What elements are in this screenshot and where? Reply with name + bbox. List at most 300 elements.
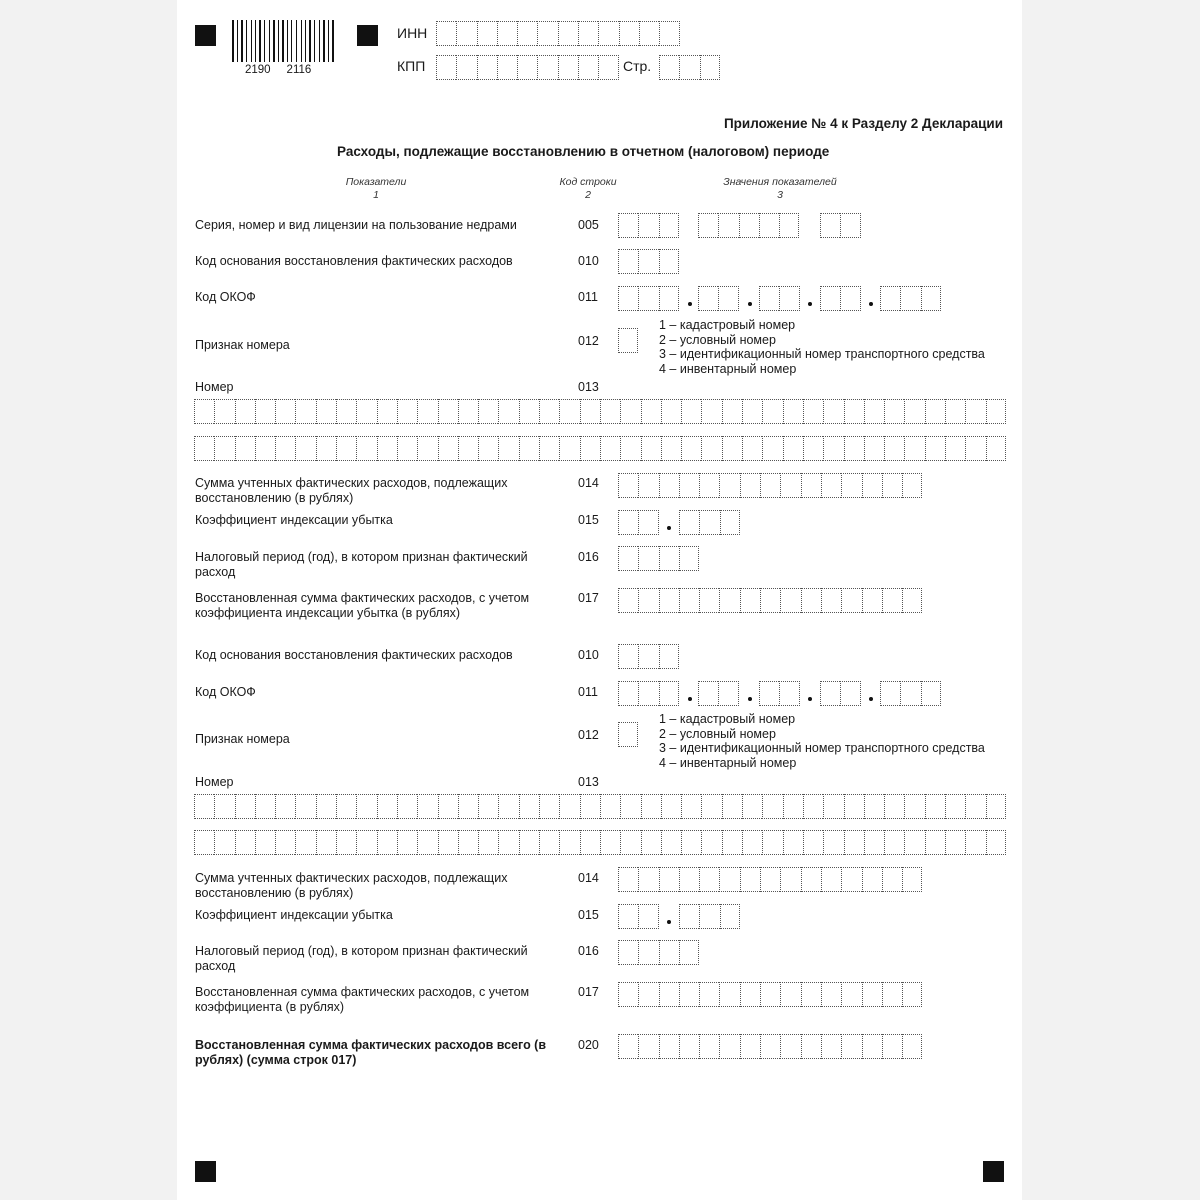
input-cell[interactable]	[377, 830, 397, 855]
input-cell[interactable]	[900, 681, 920, 706]
number-line1-field[interactable]	[194, 794, 1006, 819]
input-cell[interactable]	[316, 830, 336, 855]
input-cell[interactable]	[539, 399, 559, 424]
input-cell[interactable]	[638, 249, 658, 274]
input-cell[interactable]	[801, 473, 821, 498]
number-line2-field[interactable]	[194, 436, 1006, 461]
input-cell[interactable]	[722, 830, 742, 855]
input-cell[interactable]	[638, 546, 658, 571]
input-cell[interactable]	[638, 213, 658, 238]
input-cell[interactable]	[821, 588, 841, 613]
input-cell[interactable]	[316, 794, 336, 819]
input-cell[interactable]	[458, 436, 478, 461]
input-cell[interactable]	[638, 644, 658, 669]
input-cell[interactable]	[986, 794, 1006, 819]
input-cell[interactable]	[598, 21, 618, 46]
input-cell[interactable]	[904, 830, 924, 855]
input-cell[interactable]	[821, 867, 841, 892]
input-cell[interactable]	[235, 830, 255, 855]
input-cell[interactable]	[779, 681, 799, 706]
input-cell[interactable]	[638, 1034, 658, 1059]
input-cell[interactable]	[659, 249, 679, 274]
input-cell[interactable]	[701, 399, 721, 424]
input-cell[interactable]	[925, 399, 945, 424]
input-cell[interactable]	[902, 982, 922, 1007]
input-cell[interactable]	[580, 399, 600, 424]
input-cell[interactable]	[661, 794, 681, 819]
input-cell[interactable]	[659, 1034, 679, 1059]
input-cell[interactable]	[882, 982, 902, 1007]
input-cell[interactable]	[477, 55, 497, 80]
page-number-field[interactable]	[659, 55, 720, 80]
input-cell[interactable]	[356, 794, 376, 819]
input-cell[interactable]	[638, 982, 658, 1007]
input-cell[interactable]	[235, 436, 255, 461]
input-cell[interactable]	[397, 830, 417, 855]
okof-part5-field[interactable]	[880, 681, 941, 706]
input-cell[interactable]	[659, 55, 679, 80]
okof-part5-field[interactable]	[880, 286, 941, 311]
input-cell[interactable]	[783, 399, 803, 424]
input-cell[interactable]	[760, 473, 780, 498]
input-cell[interactable]	[295, 830, 315, 855]
input-cell[interactable]	[699, 867, 719, 892]
input-cell[interactable]	[537, 21, 557, 46]
input-cell[interactable]	[780, 588, 800, 613]
total-field[interactable]	[618, 1034, 922, 1059]
input-cell[interactable]	[760, 982, 780, 1007]
input-cell[interactable]	[377, 399, 397, 424]
input-cell[interactable]	[821, 473, 841, 498]
input-cell[interactable]	[478, 436, 498, 461]
input-cell[interactable]	[841, 982, 861, 1007]
input-cell[interactable]	[780, 473, 800, 498]
input-cell[interactable]	[740, 982, 760, 1007]
input-cell[interactable]	[661, 399, 681, 424]
input-cell[interactable]	[659, 473, 679, 498]
input-cell[interactable]	[779, 213, 799, 238]
input-cell[interactable]	[214, 794, 234, 819]
period-field[interactable]	[618, 940, 699, 965]
input-cell[interactable]	[641, 830, 661, 855]
input-cell[interactable]	[659, 546, 679, 571]
input-cell[interactable]	[840, 286, 860, 311]
input-cell[interactable]	[762, 436, 782, 461]
input-cell[interactable]	[558, 55, 578, 80]
input-cell[interactable]	[783, 794, 803, 819]
input-cell[interactable]	[718, 213, 738, 238]
input-cell[interactable]	[436, 21, 456, 46]
okof-part3-field[interactable]	[759, 286, 800, 311]
input-cell[interactable]	[945, 399, 965, 424]
input-cell[interactable]	[458, 830, 478, 855]
input-cell[interactable]	[900, 286, 920, 311]
input-cell[interactable]	[803, 436, 823, 461]
input-cell[interactable]	[275, 794, 295, 819]
input-cell[interactable]	[539, 436, 559, 461]
input-cell[interactable]	[921, 681, 941, 706]
input-cell[interactable]	[638, 940, 658, 965]
input-cell[interactable]	[679, 55, 699, 80]
input-cell[interactable]	[841, 588, 861, 613]
okof-part2-field[interactable]	[698, 681, 739, 706]
input-cell[interactable]	[698, 681, 718, 706]
input-cell[interactable]	[618, 867, 638, 892]
input-cell[interactable]	[844, 794, 864, 819]
input-cell[interactable]	[884, 436, 904, 461]
input-cell[interactable]	[740, 1034, 760, 1059]
input-cell[interactable]	[580, 794, 600, 819]
input-cell[interactable]	[986, 399, 1006, 424]
basis-field[interactable]	[618, 644, 679, 669]
coef-fraction-field[interactable]	[679, 510, 740, 535]
input-cell[interactable]	[498, 830, 518, 855]
input-cell[interactable]	[417, 830, 437, 855]
input-cell[interactable]	[801, 588, 821, 613]
input-cell[interactable]	[639, 21, 659, 46]
input-cell[interactable]	[478, 399, 498, 424]
input-cell[interactable]	[882, 588, 902, 613]
input-cell[interactable]	[638, 286, 658, 311]
input-cell[interactable]	[356, 436, 376, 461]
input-cell[interactable]	[397, 399, 417, 424]
input-cell[interactable]	[600, 436, 620, 461]
input-cell[interactable]	[438, 830, 458, 855]
input-cell[interactable]	[862, 867, 882, 892]
input-cell[interactable]	[698, 213, 718, 238]
okof-part1-field[interactable]	[618, 286, 679, 311]
input-cell[interactable]	[235, 399, 255, 424]
input-cell[interactable]	[904, 436, 924, 461]
input-cell[interactable]	[965, 399, 985, 424]
input-cell[interactable]	[681, 399, 701, 424]
input-cell[interactable]	[864, 830, 884, 855]
input-cell[interactable]	[803, 399, 823, 424]
input-cell[interactable]	[638, 510, 658, 535]
input-cell[interactable]	[945, 436, 965, 461]
input-cell[interactable]	[417, 399, 437, 424]
input-cell[interactable]	[823, 830, 843, 855]
input-cell[interactable]	[618, 644, 638, 669]
input-cell[interactable]	[456, 21, 476, 46]
license-number-field[interactable]	[698, 213, 799, 238]
input-cell[interactable]	[742, 436, 762, 461]
input-cell[interactable]	[820, 681, 840, 706]
coef-integer-field[interactable]	[618, 510, 659, 535]
input-cell[interactable]	[720, 510, 740, 535]
input-cell[interactable]	[759, 681, 779, 706]
input-cell[interactable]	[618, 940, 638, 965]
input-cell[interactable]	[719, 473, 739, 498]
input-cell[interactable]	[698, 286, 718, 311]
input-cell[interactable]	[779, 286, 799, 311]
input-cell[interactable]	[862, 473, 882, 498]
input-cell[interactable]	[519, 794, 539, 819]
input-cell[interactable]	[498, 436, 518, 461]
input-cell[interactable]	[618, 1034, 638, 1059]
input-cell[interactable]	[882, 473, 902, 498]
input-cell[interactable]	[884, 830, 904, 855]
input-cell[interactable]	[600, 794, 620, 819]
input-cell[interactable]	[722, 399, 742, 424]
input-cell[interactable]	[659, 940, 679, 965]
input-cell[interactable]	[458, 399, 478, 424]
input-cell[interactable]	[902, 867, 922, 892]
number-line1-field[interactable]	[194, 399, 1006, 424]
input-cell[interactable]	[902, 1034, 922, 1059]
input-cell[interactable]	[681, 830, 701, 855]
input-cell[interactable]	[559, 830, 579, 855]
input-cell[interactable]	[620, 830, 640, 855]
input-cell[interactable]	[600, 830, 620, 855]
input-cell[interactable]	[638, 588, 658, 613]
input-cell[interactable]	[699, 510, 719, 535]
input-cell[interactable]	[862, 1034, 882, 1059]
input-cell[interactable]	[965, 794, 985, 819]
okof-part1-field[interactable]	[618, 681, 679, 706]
input-cell[interactable]	[844, 830, 864, 855]
input-cell[interactable]	[661, 436, 681, 461]
input-cell[interactable]	[760, 1034, 780, 1059]
input-cell[interactable]	[336, 436, 356, 461]
input-cell[interactable]	[762, 399, 782, 424]
input-cell[interactable]	[618, 681, 638, 706]
sign-field[interactable]	[618, 722, 638, 747]
input-cell[interactable]	[801, 1034, 821, 1059]
input-cell[interactable]	[517, 21, 537, 46]
input-cell[interactable]	[275, 399, 295, 424]
input-cell[interactable]	[759, 286, 779, 311]
input-cell[interactable]	[700, 55, 720, 80]
input-cell[interactable]	[718, 681, 738, 706]
input-cell[interactable]	[638, 681, 658, 706]
input-cell[interactable]	[902, 473, 922, 498]
input-cell[interactable]	[600, 399, 620, 424]
basis-field[interactable]	[618, 249, 679, 274]
input-cell[interactable]	[780, 982, 800, 1007]
input-cell[interactable]	[801, 982, 821, 1007]
input-cell[interactable]	[618, 546, 638, 571]
input-cell[interactable]	[679, 510, 699, 535]
input-cell[interactable]	[679, 588, 699, 613]
input-cell[interactable]	[719, 867, 739, 892]
input-cell[interactable]	[316, 399, 336, 424]
input-cell[interactable]	[641, 436, 661, 461]
input-cell[interactable]	[659, 286, 679, 311]
input-cell[interactable]	[880, 681, 900, 706]
input-cell[interactable]	[618, 286, 638, 311]
input-cell[interactable]	[336, 830, 356, 855]
input-cell[interactable]	[820, 213, 840, 238]
input-cell[interactable]	[679, 546, 699, 571]
input-cell[interactable]	[214, 399, 234, 424]
input-cell[interactable]	[578, 21, 598, 46]
input-cell[interactable]	[742, 399, 762, 424]
input-cell[interactable]	[925, 436, 945, 461]
input-cell[interactable]	[718, 286, 738, 311]
input-cell[interactable]	[397, 794, 417, 819]
license-series-field[interactable]	[618, 213, 679, 238]
input-cell[interactable]	[742, 830, 762, 855]
input-cell[interactable]	[659, 982, 679, 1007]
input-cell[interactable]	[679, 904, 699, 929]
input-cell[interactable]	[864, 399, 884, 424]
input-cell[interactable]	[681, 794, 701, 819]
input-cell[interactable]	[641, 794, 661, 819]
input-cell[interactable]	[823, 794, 843, 819]
input-cell[interactable]	[840, 213, 860, 238]
input-cell[interactable]	[275, 830, 295, 855]
input-cell[interactable]	[882, 1034, 902, 1059]
input-cell[interactable]	[880, 286, 900, 311]
input-cell[interactable]	[720, 904, 740, 929]
input-cell[interactable]	[742, 794, 762, 819]
input-cell[interactable]	[864, 794, 884, 819]
input-cell[interactable]	[618, 588, 638, 613]
license-type-field[interactable]	[820, 213, 861, 238]
input-cell[interactable]	[701, 830, 721, 855]
input-cell[interactable]	[497, 21, 517, 46]
input-cell[interactable]	[194, 436, 214, 461]
input-cell[interactable]	[701, 794, 721, 819]
input-cell[interactable]	[438, 399, 458, 424]
input-cell[interactable]	[740, 588, 760, 613]
coef-integer-field[interactable]	[618, 904, 659, 929]
input-cell[interactable]	[558, 21, 578, 46]
inn-field[interactable]	[436, 21, 680, 46]
input-cell[interactable]	[719, 982, 739, 1007]
input-cell[interactable]	[214, 436, 234, 461]
input-cell[interactable]	[862, 588, 882, 613]
input-cell[interactable]	[659, 681, 679, 706]
input-cell[interactable]	[760, 867, 780, 892]
input-cell[interactable]	[844, 399, 864, 424]
input-cell[interactable]	[194, 399, 214, 424]
input-cell[interactable]	[519, 436, 539, 461]
input-cell[interactable]	[539, 830, 559, 855]
input-cell[interactable]	[783, 436, 803, 461]
input-cell[interactable]	[618, 904, 638, 929]
period-field[interactable]	[618, 546, 699, 571]
input-cell[interactable]	[681, 436, 701, 461]
input-cell[interactable]	[699, 588, 719, 613]
input-cell[interactable]	[759, 213, 779, 238]
input-cell[interactable]	[316, 436, 336, 461]
input-cell[interactable]	[458, 794, 478, 819]
input-cell[interactable]	[539, 794, 559, 819]
input-cell[interactable]	[235, 794, 255, 819]
input-cell[interactable]	[498, 399, 518, 424]
okof-part4-field[interactable]	[820, 681, 861, 706]
input-cell[interactable]	[882, 867, 902, 892]
input-cell[interactable]	[821, 982, 841, 1007]
input-cell[interactable]	[659, 588, 679, 613]
input-cell[interactable]	[295, 436, 315, 461]
input-cell[interactable]	[517, 55, 537, 80]
input-cell[interactable]	[638, 473, 658, 498]
number-line2-field[interactable]	[194, 830, 1006, 855]
input-cell[interactable]	[801, 867, 821, 892]
input-cell[interactable]	[925, 830, 945, 855]
input-cell[interactable]	[925, 794, 945, 819]
sum-field[interactable]	[618, 473, 922, 498]
input-cell[interactable]	[803, 830, 823, 855]
input-cell[interactable]	[620, 794, 640, 819]
input-cell[interactable]	[659, 867, 679, 892]
okof-part3-field[interactable]	[759, 681, 800, 706]
input-cell[interactable]	[456, 55, 476, 80]
input-cell[interactable]	[438, 436, 458, 461]
input-cell[interactable]	[719, 588, 739, 613]
input-cell[interactable]	[438, 794, 458, 819]
input-cell[interactable]	[679, 867, 699, 892]
input-cell[interactable]	[580, 830, 600, 855]
input-cell[interactable]	[620, 436, 640, 461]
input-cell[interactable]	[559, 794, 579, 819]
input-cell[interactable]	[699, 904, 719, 929]
input-cell[interactable]	[679, 473, 699, 498]
input-cell[interactable]	[275, 436, 295, 461]
input-cell[interactable]	[618, 328, 638, 353]
input-cell[interactable]	[739, 213, 759, 238]
input-cell[interactable]	[661, 830, 681, 855]
input-cell[interactable]	[194, 794, 214, 819]
input-cell[interactable]	[559, 436, 579, 461]
input-cell[interactable]	[356, 830, 376, 855]
input-cell[interactable]	[740, 473, 760, 498]
input-cell[interactable]	[719, 1034, 739, 1059]
input-cell[interactable]	[214, 830, 234, 855]
input-cell[interactable]	[841, 473, 861, 498]
input-cell[interactable]	[659, 21, 679, 46]
input-cell[interactable]	[255, 436, 275, 461]
input-cell[interactable]	[478, 794, 498, 819]
input-cell[interactable]	[840, 681, 860, 706]
input-cell[interactable]	[986, 436, 1006, 461]
input-cell[interactable]	[902, 588, 922, 613]
input-cell[interactable]	[945, 794, 965, 819]
kpp-field[interactable]	[436, 55, 619, 80]
input-cell[interactable]	[864, 436, 884, 461]
input-cell[interactable]	[417, 794, 437, 819]
input-cell[interactable]	[679, 1034, 699, 1059]
input-cell[interactable]	[821, 1034, 841, 1059]
input-cell[interactable]	[580, 436, 600, 461]
okof-part4-field[interactable]	[820, 286, 861, 311]
input-cell[interactable]	[497, 55, 517, 80]
input-cell[interactable]	[722, 436, 742, 461]
restored-field[interactable]	[618, 588, 922, 613]
sign-field[interactable]	[618, 328, 638, 353]
input-cell[interactable]	[884, 399, 904, 424]
input-cell[interactable]	[823, 399, 843, 424]
input-cell[interactable]	[519, 399, 539, 424]
input-cell[interactable]	[701, 436, 721, 461]
input-cell[interactable]	[519, 830, 539, 855]
input-cell[interactable]	[255, 830, 275, 855]
input-cell[interactable]	[397, 436, 417, 461]
input-cell[interactable]	[255, 794, 275, 819]
input-cell[interactable]	[336, 794, 356, 819]
input-cell[interactable]	[844, 436, 864, 461]
input-cell[interactable]	[783, 830, 803, 855]
input-cell[interactable]	[295, 794, 315, 819]
input-cell[interactable]	[498, 794, 518, 819]
input-cell[interactable]	[356, 399, 376, 424]
input-cell[interactable]	[823, 436, 843, 461]
input-cell[interactable]	[904, 794, 924, 819]
coef-fraction-field[interactable]	[679, 904, 740, 929]
